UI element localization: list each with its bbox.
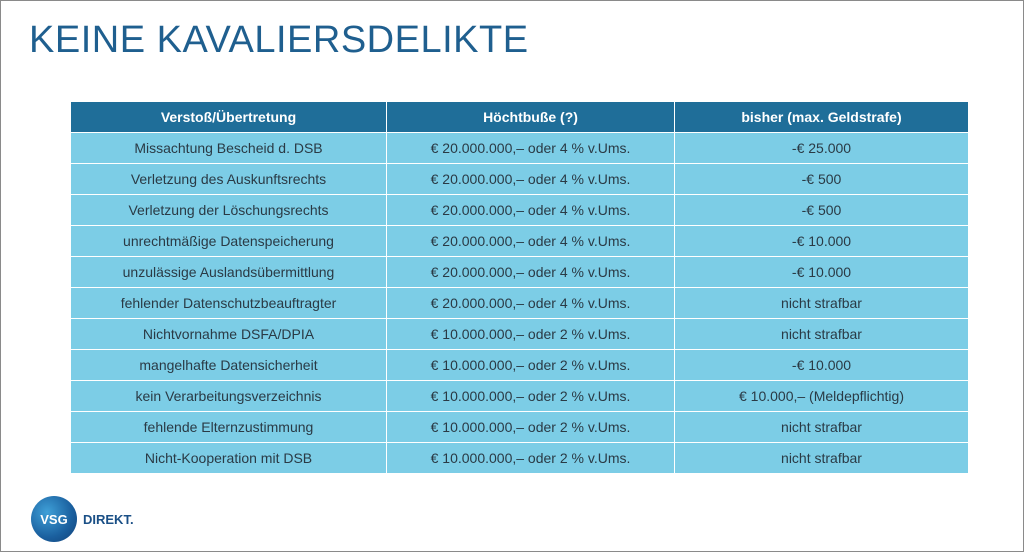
- vsg-logo-text: DIREKT.: [83, 511, 134, 527]
- cell-max-fine: € 20.000.000,– oder 4 % v.Ums.: [387, 226, 675, 257]
- vsg-logo: [31, 496, 134, 542]
- table-row: [71, 226, 969, 257]
- cell-violation: Verletzung der Löschungsrechts: [71, 195, 387, 226]
- cell-violation: Missachtung Bescheid d. DSB: [71, 133, 387, 164]
- vsg-logo-mark: VSG: [31, 496, 77, 542]
- header-max-fine: Höchtbuße (?): [387, 102, 675, 133]
- cell-previous-fine: -€ 500: [675, 164, 969, 195]
- cell-violation: unrechtmäßige Datenspeicherung: [71, 226, 387, 257]
- cell-previous-fine: nicht strafbar: [675, 319, 969, 350]
- cell-previous-fine: -€ 10.000: [675, 350, 969, 381]
- cell-previous-fine: -€ 10.000: [675, 257, 969, 288]
- cell-max-fine: € 10.000.000,– oder 2 % v.Ums.: [387, 319, 675, 350]
- cell-max-fine: € 10.000.000,– oder 2 % v.Ums.: [387, 381, 675, 412]
- table-row: [71, 288, 969, 319]
- cell-previous-fine: nicht strafbar: [675, 288, 969, 319]
- table-row: [71, 319, 969, 350]
- cell-violation: Nicht-Kooperation mit DSB: [71, 443, 387, 474]
- table-body: [71, 133, 969, 474]
- table-row: [71, 257, 969, 288]
- table-row: [71, 443, 969, 474]
- header-previous-fine: bisher (max. Geldstrafe): [675, 102, 969, 133]
- cell-previous-fine: -€ 500: [675, 195, 969, 226]
- table-row: [71, 195, 969, 226]
- table-row: [71, 412, 969, 443]
- cell-violation: Nichtvornahme DSFA/DPIA: [71, 319, 387, 350]
- cell-max-fine: € 20.000.000,– oder 4 % v.Ums.: [387, 164, 675, 195]
- table-row: [71, 350, 969, 381]
- cell-max-fine: € 10.000.000,– oder 2 % v.Ums.: [387, 443, 675, 474]
- table-header: [71, 102, 969, 133]
- cell-max-fine: € 20.000.000,– oder 4 % v.Ums.: [387, 257, 675, 288]
- cell-max-fine: € 20.000.000,– oder 4 % v.Ums.: [387, 133, 675, 164]
- header-violation: Verstoß/Übertretung: [71, 102, 387, 133]
- cell-previous-fine: -€ 25.000: [675, 133, 969, 164]
- slide-title: KEINE KAVALIERSDELIKTE: [29, 19, 529, 61]
- cell-max-fine: € 20.000.000,– oder 4 % v.Ums.: [387, 195, 675, 226]
- cell-violation: kein Verarbeitungsverzeichnis: [71, 381, 387, 412]
- cell-max-fine: € 20.000.000,– oder 4 % v.Ums.: [387, 288, 675, 319]
- cell-violation: fehlender Datenschutzbeauftragter: [71, 288, 387, 319]
- cell-max-fine: € 10.000.000,– oder 2 % v.Ums.: [387, 350, 675, 381]
- cell-max-fine: € 10.000.000,– oder 2 % v.Ums.: [387, 412, 675, 443]
- cell-previous-fine: € 10.000,– (Meldepflichtig): [675, 381, 969, 412]
- cell-previous-fine: -€ 10.000: [675, 226, 969, 257]
- cell-violation: fehlende Elternzustimmung: [71, 412, 387, 443]
- table-row: [71, 133, 969, 164]
- header-row: [71, 102, 969, 133]
- table-row: [71, 381, 969, 412]
- cell-violation: unzulässige Auslandsübermittlung: [71, 257, 387, 288]
- cell-previous-fine: nicht strafbar: [675, 412, 969, 443]
- cell-previous-fine: nicht strafbar: [675, 443, 969, 474]
- cell-violation: mangelhafte Datensicherheit: [71, 350, 387, 381]
- table-row: [71, 164, 969, 195]
- cell-violation: Verletzung des Auskunftsrechts: [71, 164, 387, 195]
- fines-table: [70, 101, 969, 474]
